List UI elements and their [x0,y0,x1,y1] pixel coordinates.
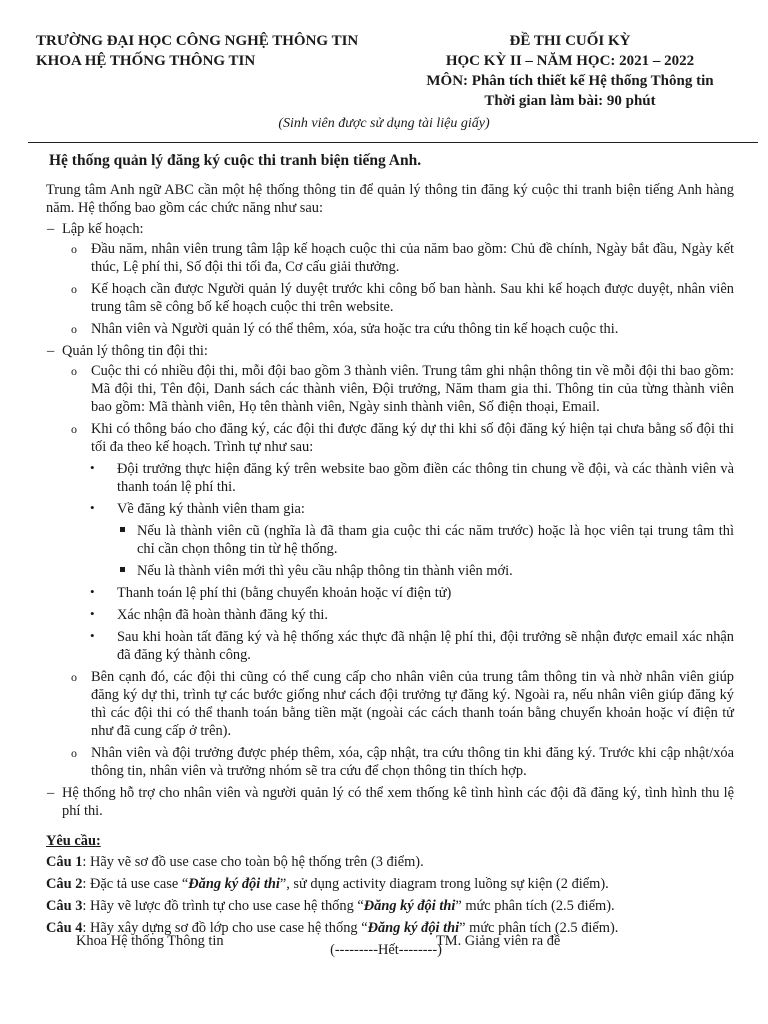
item-text: Bên cạnh đó, các đội thi cũng có thể cung cấp cho nhân viên của trung tâm thông tin và nhờ nhân viên giúp đăng ký dự thi, trình tự các bước giống như cách đội trưởng tự đăng ký. Ngoài ra, nếu nhân viên giúp đăng ký thì các đội thi có thể thanh toán bằng tiền mặt (ngoài các cách thanh toán bằng chuyển khoản hoặc ví điện tử như đã cung cấp ở trên). [91,669,734,739]
square-bullet-icon [120,527,125,532]
step-text: Thanh toán lệ phí thi (bằng chuyển khoản hoặc ví điện tử) [117,585,452,601]
question-text: ” mức phân tích (2.5 điểm). [459,920,619,936]
section-planning [38,220,734,238]
question-3 [46,897,734,915]
duration-line: Thời gian làm bài: 90 phút [484,93,656,109]
section-heading: Lập kế hoạch: [62,221,144,237]
bullet-marker: • [90,628,95,643]
exam-body [38,152,734,959]
step-item [38,628,734,664]
signature-faculty: Khoa Hệ thống Thông tin [76,933,224,949]
dash-marker: – [47,785,55,801]
step-item [38,460,734,496]
question-text: ”, sử dụng activity diagram trong luồng sự kiện (2 điểm). [279,876,609,892]
circle-marker: o [71,670,77,684]
question-text: : Hãy vẽ sơ đồ use case cho toàn bộ hệ thống trên (3 điểm). [82,854,424,870]
circle-marker: o [71,322,77,336]
section-text: Hệ thống hỗ trợ cho nhân viên và người quản lý có thể xem thống kê tình hình các đội đã đăng ký, tình hình thu lệ phí thi. [62,785,734,819]
question-label: Câu 1 [46,854,83,870]
question-text: : Hãy xây dựng sơ đồ lớp cho use case hệ thống “ [82,920,368,936]
sub-step-text: Nếu là thành viên cũ (nghĩa là đã tham gia cuộc thi các năm trước) hoặc là học viên tại trung tâm thì chỉ cần chọn thông tin từ hệ thống. [137,523,734,557]
dash-marker: – [47,221,55,237]
step-item [38,606,734,624]
sub-step-item [38,522,734,558]
header-divider [28,142,758,143]
bullet-marker: • [90,584,95,599]
circle-marker: o [71,282,77,296]
list-item [38,280,734,316]
step-text: Xác nhận đã hoàn thành đăng ký thi. [117,607,329,623]
list-item [38,668,734,740]
list-item [38,320,734,338]
question-text: : Hãy vẽ lược đồ trình tự cho use case hệ thống “ [82,898,364,914]
item-text: Khi có thông báo cho đăng ký, các đội thi được đăng ký dự thi khi số đội đăng ký hiện tại chưa bằng số đội thi tối đa theo kế hoạch. Trình tự như sau: [91,421,734,455]
question-label: Câu 4 [46,920,83,936]
institution-header [36,31,358,71]
step-text: Đội trưởng thực hiện đăng ký trên website bao gồm điền các thông tin chung về đội, và các thành viên và thanh toán lệ phí thi. [117,461,734,495]
item-text: Kế hoạch cần được Người quản lý duyệt trước khi công bố ban hành. Sau khi kế hoạch được duyệt, nhân viên trung tâm sẽ công bố kế hoạch cuộc thi trên website. [91,281,734,315]
intro-paragraph: Trung tâm Anh ngữ ABC cần một hệ thống thông tin để quản lý thông tin đăng ký cuộc thi tranh biện tiếng Anh hàng năm. Hệ thống bao gồm các chức năng như sau: [46,182,734,216]
question-text: ” mức phân tích (2.5 điểm). [455,898,615,914]
bullet-marker: • [90,606,95,621]
end-marker: (---------Hết--------) [330,942,442,958]
item-text: Cuộc thi có nhiều đội thi, mỗi đội bao gồm 3 thành viên. Trung tâm ghi nhận thông tin về mỗi đội thi bao gồm: Mã đội thi, Tên đội, Danh sách các thành viên, Đội trưởng, Năm tham gia thi. Thông tin của từng thành viên bao gồm: Mã thành viên, Họ tên thành viên, Ngày sinh thành viên, Số điện thoại, Email. [91,363,734,415]
item-text: Nhân viên và đội trưởng được phép thêm, xóa, cập nhật, tra cứu thông tin khi đăng ký. Trước khi cập nhật/xóa thông tin, nhân viên và trưởng nhóm sẽ tra cứu để chọn thông tin thích hợp. [91,745,734,779]
section-statistics [38,784,734,820]
faculty-name: KHOA HỆ THỐNG THÔNG TIN [36,53,256,69]
item-text: Nhân viên và Người quản lý có thể thêm, xóa, sửa hoặc tra cứu thông tin kế hoạch cuộc thi. [91,321,619,337]
question-label: Câu 2 [46,876,83,892]
circle-marker: o [71,422,77,436]
exam-header [410,31,730,111]
requirements-heading: Yêu cầu: [46,833,101,849]
dash-marker: – [47,343,55,359]
question-text: : Đặc tả use case “ [82,876,189,892]
sub-step-item [38,562,734,580]
square-bullet-icon [120,567,125,572]
question-2 [46,875,734,893]
university-name: TRƯỜNG ĐẠI HỌC CÔNG NGHỆ THÔNG TIN [36,33,359,49]
bullet-marker: • [90,500,95,515]
item-text: Đầu năm, nhân viên trung tâm lập kế hoạch cuộc thi của năm bao gồm: Chủ đề chính, Ngày bắt đầu, Ngày kết thúc, Lệ phí thi, Số đội thi tối đa, Cơ cấu giải thưởng. [91,241,734,275]
question-1 [46,853,734,871]
step-item [38,500,734,518]
signature-lecturer: TM. Giảng viên ra đề [436,933,561,949]
circle-marker: o [71,364,77,378]
section-heading: Quản lý thông tin đội thi: [62,343,208,359]
use-case-name: Đăng ký đội thi [188,876,280,892]
circle-marker: o [71,242,77,256]
exam-title: ĐỀ THI CUỐI KỲ [509,33,631,49]
list-item [38,744,734,780]
problem-title: Hệ thống quản lý đăng ký cuộc thi tranh biện tiếng Anh. [49,152,422,169]
question-label: Câu 3 [46,898,83,914]
bullet-marker: • [90,460,95,475]
use-case-name: Đăng ký đội thi [363,898,456,914]
circle-marker: o [71,746,77,760]
list-item [38,420,734,456]
list-item [38,240,734,276]
use-case-name: Đăng ký đội thi [367,920,460,936]
subject-line: MÔN: Phân tích thiết kế Hệ thống Thông tin [426,73,714,89]
sub-step-text: Nếu là thành viên mới thì yêu cầu nhập thông tin thành viên mới. [137,563,513,579]
list-item [38,362,734,416]
semester-line: HỌC KỲ II – NĂM HỌC: 2021 – 2022 [445,53,695,69]
step-item [38,584,734,602]
step-text: Về đăng ký thành viên tham gia: [117,501,305,517]
section-team-management [38,342,734,360]
materials-note: (Sinh viên được sử dụng tài liệu giấy) [278,116,490,131]
step-text: Sau khi hoàn tất đăng ký và hệ thống xác thực đã nhận lệ phí thi, đội trưởng sẽ nhận được email xác nhận đã đăng ký thành công. [117,629,734,663]
